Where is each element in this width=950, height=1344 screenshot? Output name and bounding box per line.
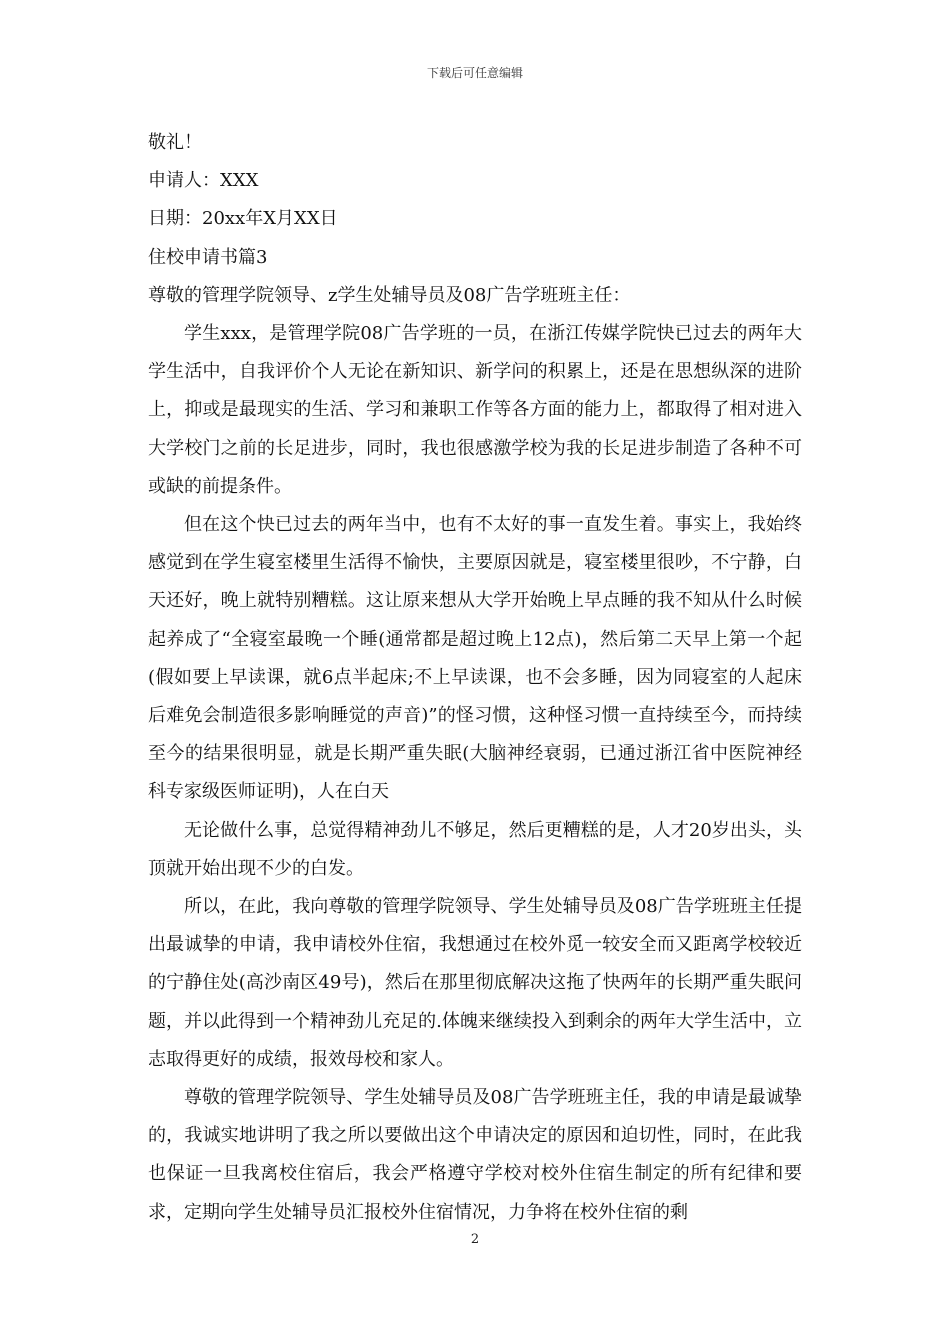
- body-paragraph: 学生xxx，是管理学院08广告学班的一员，在浙江传媒学院快已过去的两年大学生活中，自我评价个人无论在新知识、新学问的积累上，还是在思想纵深的进阶上，抑或是最现实的生活、学习和兼职工作等各方面的能力上，都取得了相对进入大学校门之前的长足进步，同时，我也很感激学校为我的长足进步制造了各种不可或缺的前提条件。: [148, 323, 802, 497]
- date-line: 日期：20xx年X月XX日: [148, 208, 338, 230]
- document-body: [148, 124, 802, 1232]
- closing-salute: 敬礼！: [148, 132, 202, 153]
- section-title: 住校申请书篇3: [148, 246, 268, 268]
- body-paragraph: 所以，在此，我向尊敬的管理学院领导、学生处辅导员及08广告学班班主任提出最诚挚的申请，我申请校外住宿，我想通过在校外觅一较安全而又距离学校较近的宁静住处(高沙南区49号)，然后在那里彻底解决这拖了快两年的长期严重失眠问题，并以此得到一个精神劲儿充足的.体魄来继续投入到剩余的两年大学生活中，立志取得更好的成绩，报效母校和家人。: [148, 896, 802, 1070]
- page-number: 2: [470, 1232, 480, 1247]
- page-header-note: 下载后可任意编辑: [426, 66, 523, 80]
- body-paragraph: 无论做什么事，总觉得精神劲儿不够足，然后更糟糕的是，人才20岁出头，头顶就开始出现不少的白发。: [148, 819, 802, 879]
- greeting-line: 尊敬的管理学院领导、z学生处辅导员及08广告学班班主任：: [148, 284, 631, 306]
- body-paragraph: 尊敬的管理学院领导、学生处辅导员及08广告学班班主任，我的申请是最诚挚的，我诚实地讲明了我之所以要做出这个申请决定的原因和迫切性，同时，在此我也保证一旦我离校住宿后，我会严格遵守学校对校外住宿生制定的所有纪律和要求，定期向学生处辅导员汇报校外住宿情况，力争将在校外住宿的剩: [148, 1087, 802, 1223]
- applicant-line: 申请人：XXX: [148, 170, 259, 192]
- body-paragraph: 但在这个快已过去的两年当中，也有不太好的事一直发生着。事实上，我始终感觉到在学生寝室楼里生活得不愉快，主要原因就是，寝室楼里很吵，不宁静，白天还好，晚上就特别糟糕。这让原来想从大学开始晚上早点睡的我不知从什么时候起养成了“全寝室最晚一个睡(通常都是超过晚上12点)，然后第二天早上第一个起(假如要上早读课，就6点半起床;不上早读课，也不会多睡，因为同寝室的人起床后难免会制造很多影响睡觉的声音)”的怪习惯，这种怪习惯一直持续至今，而持续至今的结果很明显，就是长期严重失眠(大脑神经衰弱，已通过浙江省中医院神经科专家级医师证明)，人在白天: [148, 514, 802, 803]
